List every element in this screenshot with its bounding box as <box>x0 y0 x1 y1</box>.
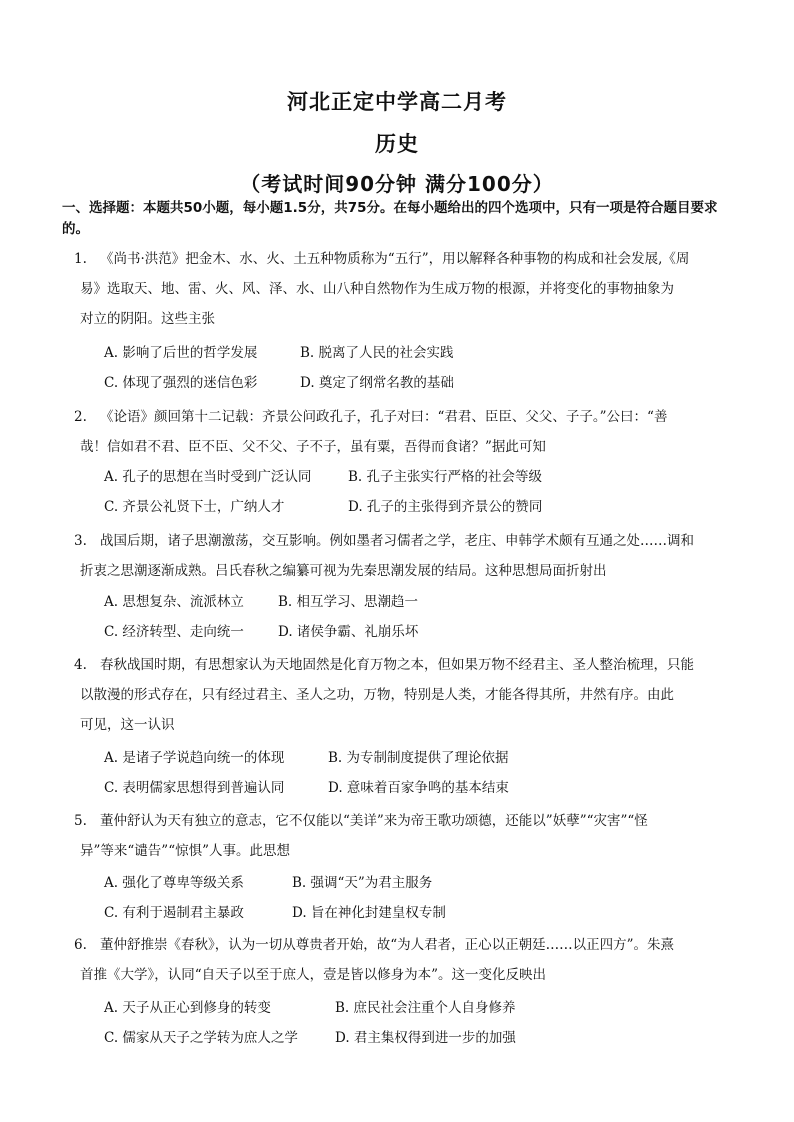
option-c[interactable]: C. 有利于遏制君主暴政 <box>104 905 244 921</box>
question-text-line: 易》选取天、地、雷、火、风、泽、水、山八种自然物作为生成万物的根源，并将变化的事物抽象为 <box>80 281 674 297</box>
question-text-line: 以散漫的形式存在，只有经过君主、圣人之功，万物，特别是人类，才能各得其所，井然有序。由此 <box>80 687 674 703</box>
question-number: 4. <box>74 657 87 673</box>
option-a[interactable]: A. 强化了尊卑等级关系 <box>104 875 244 891</box>
question-2 <box>62 402 730 462</box>
option-b[interactable]: B. 孔子主张实行严格的社会等级 <box>348 469 543 485</box>
option-d[interactable]: D. 意味着百家争鸣的基本结束 <box>328 780 509 796</box>
question-number: 3. <box>74 533 87 549</box>
option-d[interactable]: D. 旨在神化封建皇权专制 <box>292 905 446 921</box>
question-text-line: 哉！信如君不君、臣不臣、父不父、子不子，虽有粟，吾得而食诸？”据此可知 <box>80 439 546 455</box>
question-text-line: 《尚书·洪范》把金木、水、火、土五种物质称为“五行”，用以解释各种事物的构成和社会发展,《周 <box>100 251 690 267</box>
question-text-line: 《论语》颜回第十二记载：齐景公问政孔子，孔子对曰：“君君、臣臣、父父、子子。”公曰：“善 <box>100 409 668 425</box>
question-text-line: 董仲舒推崇《春秋》，认为一切从尊贵者开始，故“为人君者，正心以正朝廷……以正四方”。朱熹 <box>100 937 675 953</box>
question-text-line: 可见，这一认识 <box>80 717 175 733</box>
option-d[interactable]: D. 诸侯争霸、礼崩乐坏 <box>278 624 419 640</box>
option-b[interactable]: B. 相互学习、思潮趋一 <box>278 594 419 610</box>
option-d[interactable]: D. 奠定了纲常名教的基础 <box>300 375 454 391</box>
school-title: 河北正定中学高二月考 <box>287 90 507 114</box>
option-c[interactable]: C. 经济转型、走向统一 <box>104 624 244 640</box>
question-number: 2. <box>74 409 87 425</box>
question-number: 5. <box>74 813 87 829</box>
option-d[interactable]: D. 君主集权得到进一步的加强 <box>335 1030 516 1046</box>
question-3 <box>62 526 730 586</box>
question-text-line: 战国后期，诸子思潮激荡，交互影响。例如墨者习儒者之学，老庄、申韩学术颇有互通之处……调和 <box>100 533 694 549</box>
option-c[interactable]: C. 儒家从天子之学转为庶人之学 <box>104 1030 298 1046</box>
question-4 <box>62 650 730 740</box>
exam-info: （考试时间90分钟 满分100分） <box>240 172 554 196</box>
option-a[interactable]: A. 思想复杂、流派林立 <box>104 594 244 610</box>
option-c[interactable]: C. 表明儒家思想得到普遍认同 <box>104 780 285 796</box>
option-b[interactable]: B. 庶民社会注重个人自身修养 <box>335 1000 516 1016</box>
option-b[interactable]: B. 强调“天”为君主服务 <box>292 875 433 891</box>
section-instructions: 一、选择题：本题共50小题，每小题1.5分，共75分。在每小题给出的四个选项中，只有一项是符合题目要求的。 <box>62 200 718 237</box>
question-text-line: 首推《大学》，认同“自天子以至于庶人，壹是皆以修身为本”。这一变化反映出 <box>80 967 547 983</box>
question-1 <box>62 244 730 334</box>
option-a[interactable]: A. 是诸子学说趋向统一的体现 <box>104 750 285 766</box>
question-text-line: 异”等来“谴告”“惊惧”人事。此思想 <box>80 843 291 859</box>
option-a[interactable]: A. 影响了后世的哲学发展 <box>104 345 258 361</box>
question-number: 6. <box>74 937 87 953</box>
option-a[interactable]: A. 孔子的思想在当时受到广泛认同 <box>104 469 312 485</box>
subject-title: 历史 <box>375 132 419 156</box>
question-text-line: 春秋战国时期，有思想家认为天地固然是化育万物之本，但如果万物不经君主、圣人整治梳理，只能 <box>100 657 694 673</box>
option-d[interactable]: D. 孔子的主张得到齐景公的赞同 <box>348 499 543 515</box>
question-text-line: 董仲舒认为天有独立的意志，它不仅能以“美详”来为帝王歌功颂德，还能以”妖孽”“灾害”“怪 <box>100 813 648 829</box>
question-text-line: 对立的阴阳。这些主张 <box>80 311 215 327</box>
question-text-line: 折衷之思潮逐渐成熟。吕氏春秋之编纂可视为先秦思潮发展的结局。这种思想局面折射出 <box>80 563 607 579</box>
option-c[interactable]: C. 体现了强烈的迷信色彩 <box>104 375 258 391</box>
question-5 <box>62 806 730 866</box>
option-b[interactable]: B. 脱离了人民的社会实践 <box>300 345 454 361</box>
option-c[interactable]: C. 齐景公礼贤下士，广纳人才 <box>104 499 285 515</box>
option-b[interactable]: B. 为专制制度提供了理论依据 <box>328 750 509 766</box>
question-number: 1. <box>74 251 87 267</box>
option-a[interactable]: A. 天子从正心到修身的转变 <box>104 1000 271 1016</box>
question-6 <box>62 930 730 990</box>
